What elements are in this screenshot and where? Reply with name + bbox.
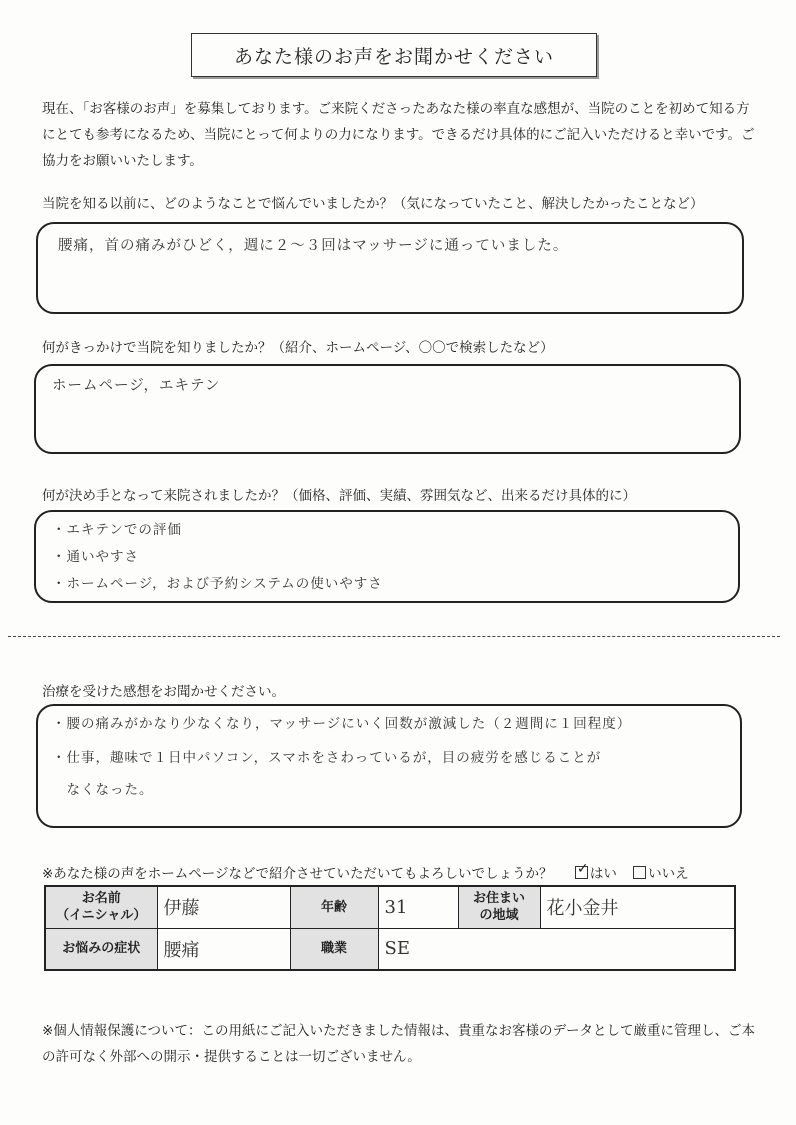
form-title: あなた様のお声をお聞かせください xyxy=(191,33,597,77)
consent-no-option[interactable] xyxy=(633,866,689,882)
question-1-answer-line-1: 腰痛，首の痛みがひどく，週に２〜３回はマッサージに通っていました。 xyxy=(58,238,569,254)
symptom-value[interactable]: 腰痛 xyxy=(157,928,290,970)
intro-text: 現在、「お客様のお声」を募集しております。ご来院くださったあなた様の率直な感想が、当院のことを初めて知る方にとても参考になるため、当院にとって何よりの力になります。できるだけ具体的にご記入いただけると幸いです。ご協力をお願いいたします。 xyxy=(42,101,755,169)
consent-question: ※あなた様の声をホームページなどで紹介させていただいてもよろしいでしょうか？ xyxy=(42,866,553,882)
area-value[interactable]: 花小金井 xyxy=(540,886,735,928)
area-label xyxy=(458,886,540,928)
name-label-line-2: （イニシャル） xyxy=(56,908,147,924)
question-4-answer-box[interactable] xyxy=(36,704,742,828)
question-3-label: 何が決め手となって来院されましたか？（価格、評価、実績、雰囲気など、出来るだけ具体的に） xyxy=(42,488,636,504)
question-4-answer-line-1: ・腰の痛みがかなり少なくなり，マッサージにいく回数が激減した（２週間に１回程度） xyxy=(52,716,632,732)
consent-no-label: いいえ xyxy=(648,866,689,882)
question-3-answer-line-3: ・ホームページ，および予約システムの使いやすさ xyxy=(52,576,383,592)
question-2-label: 何がきっかけで当院を知りましたか？（紹介、ホームページ、〇〇で検索したなど） xyxy=(42,340,554,356)
question-1-label: 当院を知る以前に、どのようなことで悩んでいましたか？（気になっていたこと、解決したかったことなど） xyxy=(42,196,704,212)
question-4-label: 治療を受けた感想をお聞かせください。 xyxy=(42,684,285,700)
question-3-answer-line-1: ・エキテンでの評価 xyxy=(52,522,182,538)
area-label-line-2: の地域 xyxy=(479,908,519,924)
personal-info-table xyxy=(44,885,736,971)
job-value[interactable]: SE xyxy=(378,928,735,970)
privacy-notice: ※個人情報保護について：この用紙にご記入いただきました情報は、貴重なお客様のデータとして厳重に管理し、ご本の許可なく外部への開示・提供することは一切ございません。 xyxy=(42,1023,756,1065)
question-4-answer-line-3: なくなった。 xyxy=(52,782,154,798)
age-label: 年齢 xyxy=(290,886,378,928)
question-2-answer-line-1: ホームページ，エキテン xyxy=(52,378,221,394)
consent-yes-label: はい xyxy=(589,866,617,882)
area-label-line-1: お住まい xyxy=(472,891,525,907)
question-1-answer-box[interactable] xyxy=(36,222,744,314)
question-3-answer-box[interactable] xyxy=(34,510,740,603)
question-4-answer-line-2: ・仕事，趣味で１日中パソコン，スマホをさわっているが，目の疲労を感じることが xyxy=(52,750,602,766)
consent-yes-checkbox[interactable] xyxy=(575,861,589,879)
job-label: 職業 xyxy=(290,928,378,970)
symptom-label: お悩みの症状 xyxy=(45,928,157,970)
check-mark-icon: ✓ xyxy=(576,861,589,877)
name-label xyxy=(45,886,157,928)
question-2-answer-box[interactable] xyxy=(34,364,741,454)
name-value[interactable]: 伊藤 xyxy=(157,886,290,928)
name-label-line-1: お名前 xyxy=(81,891,121,907)
consent-row xyxy=(42,862,689,882)
section-divider xyxy=(8,636,780,637)
consent-no-checkbox[interactable] xyxy=(633,866,646,879)
consent-yes-option[interactable] xyxy=(575,861,621,882)
question-3-answer-line-2: ・通いやすさ xyxy=(52,549,139,565)
age-value[interactable]: 31 xyxy=(378,886,458,928)
